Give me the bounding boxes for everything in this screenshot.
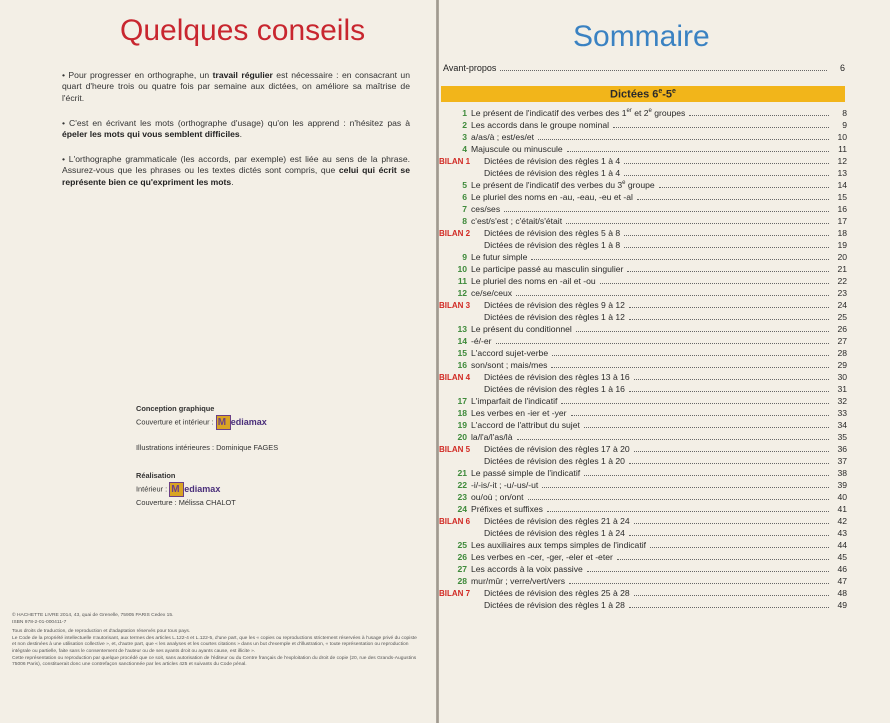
toc-rule-row[interactable]: [439, 552, 847, 564]
toc-page-number: 33: [837, 408, 847, 418]
toc-title: Dictées de révision des règles 1 à 12: [484, 312, 625, 322]
toc-rule-row[interactable]: [439, 432, 847, 444]
toc-title: Dictées de révision des règles 17 à 20: [484, 444, 630, 454]
leader-dots: [624, 247, 829, 248]
advice-text: • Pour progresser en orthographe, un: [62, 70, 213, 80]
toc-page-number: 11: [838, 144, 847, 154]
leader-dots: [629, 391, 829, 392]
toc-page-number: 44: [837, 540, 847, 550]
bilan-label: BILAN 3: [439, 301, 471, 310]
leader-dots: [659, 187, 829, 188]
design-heading: Conception graphique: [136, 404, 215, 413]
toc-page-number: 34: [837, 420, 847, 430]
advice-text: .: [239, 129, 243, 140]
leader-dots: [629, 463, 829, 464]
legal-line: ISBN 978-2-01-000411-7: [12, 619, 67, 625]
rule-number: 27: [457, 564, 467, 574]
toc-rule-row[interactable]: [439, 564, 847, 576]
toc-rule-row[interactable]: [439, 396, 847, 408]
toc-page-number: 32: [837, 396, 847, 406]
toc-page-number: 8: [842, 108, 847, 118]
advice-text: • L'orthographe grammaticale (les accords, par exemple) est liée au sens de la phrase. Assurez-vous que les phrases ou les textes dictés sont compris, que: [62, 154, 410, 176]
illustrations-line: Illustrations intérieures : Dominique FAGES: [136, 443, 279, 452]
leader-dots: [600, 283, 829, 284]
toc-title: Les accords dans le groupe nominal: [471, 120, 610, 130]
toc-rule-row[interactable]: [439, 120, 847, 132]
advice-paragraph: [62, 118, 410, 141]
toc-rule-row[interactable]: [439, 504, 847, 516]
rule-number: 21: [457, 468, 467, 478]
toc-title: ce/se/ceux: [471, 288, 513, 298]
leader-dots: [496, 343, 829, 344]
leader-dots: [634, 595, 829, 596]
bilan-label: BILAN 6: [439, 517, 471, 526]
toc-page-number: 49: [837, 600, 847, 610]
rule-number: 14: [457, 336, 467, 346]
avant-propos-page: 6: [839, 63, 845, 73]
leader-dots: [566, 223, 829, 224]
toc-bilan-row[interactable]: [439, 444, 847, 456]
left-page-title: Quelques conseils: [120, 14, 366, 47]
rule-number: 7: [462, 204, 467, 214]
logo-text-2: ediamax: [184, 484, 221, 494]
rule-number: 6: [462, 192, 467, 202]
rule-number: 3: [462, 132, 467, 142]
toc-rule-row[interactable]: [439, 180, 847, 192]
toc-page-number: 43: [837, 528, 847, 538]
toc-title: Dictées de révision des règles 21 à 24: [484, 516, 630, 526]
toc-page-number: 29: [837, 360, 847, 370]
toc-page-number: 36: [837, 444, 847, 454]
leader-dots: [500, 70, 827, 71]
bilan-label: BILAN 4: [439, 373, 471, 382]
logo-square-icon: [169, 482, 184, 497]
toc-rule-row[interactable]: [439, 264, 847, 276]
rule-number: 8: [462, 216, 467, 226]
toc-page-number: 46: [837, 564, 847, 574]
rule-number: 13: [457, 324, 467, 334]
bilan-label: BILAN 5: [439, 445, 471, 454]
toc-page-number: 31: [837, 384, 847, 394]
toc-page-number: 21: [837, 264, 847, 274]
leader-dots: [584, 475, 829, 476]
design-line: [136, 415, 267, 430]
toc-review-row[interactable]: [439, 240, 847, 252]
toc-rule-row[interactable]: [439, 132, 847, 144]
advice-emphasis: travail régulier: [212, 70, 273, 80]
leader-dots: [629, 607, 829, 608]
toc-title: Dictées de révision des règles 5 à 8: [484, 228, 621, 238]
section-band-title: Dictées 6e-5e: [610, 87, 676, 101]
leader-dots: [551, 367, 829, 368]
toc-title: Dictées de révision des règles 1 à 4: [484, 168, 621, 178]
leader-dots: [624, 235, 829, 236]
toc-rule-row[interactable]: [439, 480, 847, 492]
toc-title: Dictées de révision des règles 1 à 4: [484, 156, 621, 166]
leader-dots: [634, 451, 829, 452]
rule-number: 4: [462, 144, 467, 154]
toc-rule-row[interactable]: [439, 324, 847, 336]
rule-number: 17: [457, 396, 467, 406]
toc-bilan-row[interactable]: [439, 156, 847, 168]
toc-rule-row[interactable]: [439, 204, 847, 216]
toc-page-number: 12: [837, 156, 847, 166]
toc-title: Majuscule ou minuscule: [471, 144, 563, 154]
toc-rule-row[interactable]: [439, 468, 847, 480]
toc-rule-row[interactable]: [439, 108, 847, 120]
toc-review-row[interactable]: [439, 384, 847, 396]
leader-dots: [576, 331, 829, 332]
rule-number: 25: [457, 540, 467, 550]
section-band: [441, 86, 845, 102]
rule-number: 2: [462, 120, 467, 130]
rule-number: 9: [462, 252, 467, 262]
leader-dots: [629, 535, 829, 536]
toc-title: son/sont ; mais/mes: [471, 360, 548, 370]
toc-rule-row[interactable]: [439, 492, 847, 504]
advice-paragraph: [62, 154, 410, 188]
rule-number: 5: [462, 180, 467, 190]
bilan-label: BILAN 7: [439, 589, 471, 598]
toc-title: Les verbes en -ier et -yer: [471, 408, 567, 418]
toc-rule-row[interactable]: [439, 144, 847, 156]
advice-emphasis: épeler les mots qui vous semblent difficiles: [62, 129, 240, 140]
toc-title: mur/mûr ; verre/vert/vers: [471, 576, 566, 586]
leader-dots: [627, 271, 829, 272]
toc-rule-row[interactable]: [439, 252, 847, 264]
leader-dots: [689, 115, 829, 116]
advice-text: • C'est en écrivant les mots (orthographe d'usage) qu'on les apprend : n'hésitez pas à: [62, 118, 410, 128]
toc-review-row[interactable]: [439, 528, 847, 540]
toc-title: Le participe passé au masculin singulier: [471, 264, 624, 274]
leader-dots: [542, 487, 829, 488]
rule-number: 19: [457, 420, 467, 430]
leader-dots: [613, 127, 829, 128]
toc-review-row[interactable]: [439, 312, 847, 324]
toc-title: a/as/à ; est/es/et: [471, 132, 535, 142]
toc-page-number: 23: [837, 288, 847, 298]
leader-dots: [547, 511, 829, 512]
toc-bilan-row[interactable]: [439, 300, 847, 312]
toc-rule-row[interactable]: [439, 192, 847, 204]
toc-title: ou/où ; on/ont: [471, 492, 524, 502]
left-page: [0, 0, 436, 723]
legal-line: Tous droits de traduction, de reproduction et d'adaptation réservés pour tous pays.: [12, 629, 191, 635]
toc-title: c'est/s'est ; c'était/s'était: [471, 216, 563, 226]
mediamax-logo: [216, 415, 267, 430]
avant-propos-label: Avant-propos: [443, 63, 497, 73]
toc-rule-row[interactable]: [439, 540, 847, 552]
rule-number: 24: [457, 504, 467, 514]
right-page: [439, 0, 890, 723]
toc-title: Dictées de révision des règles 1 à 28: [484, 600, 625, 610]
legal-line: Le Code de la propriété intellectuelle n'autorisant, aux termes des articles L.122-4 et L.122-5, d'une part, que les « copies ou reproductions strictement réservées à l'usage privé du copiste et non destinées à une utilisation collective », et, d'autre part, que « les analyses et les courtes citations » dans un but d'exemple et d'illustration, « toute représentation ou reproduction intégrale ou partielle, faite sans le consentement de l'auteur ou de ses ayants droit ou ayants cause, est illicite ».: [12, 635, 417, 654]
toc-page-number: 48: [837, 588, 847, 598]
toc-title: L'accord sujet-verbe: [471, 348, 549, 358]
toc-title: Les auxiliaires aux temps simples de l'indicatif: [471, 540, 647, 550]
legal-notice: [12, 613, 422, 669]
avant-propos-row[interactable]: [443, 63, 845, 73]
rule-number: 26: [457, 552, 467, 562]
design-label: Couverture et intérieur :: [136, 417, 214, 427]
leader-dots: [584, 427, 829, 428]
table-of-contents: [439, 108, 847, 612]
toc-title: Dictées de révision des règles 1 à 8: [484, 240, 621, 250]
leader-dots: [552, 355, 829, 356]
toc-page-number: 35: [837, 432, 847, 442]
toc-page-number: 39: [837, 480, 847, 490]
toc-title: Les accords à la voix passive: [471, 564, 583, 574]
toc-title: L'accord de l'attribut du sujet: [471, 420, 580, 430]
toc-page-number: 10: [837, 132, 847, 142]
leader-dots: [517, 439, 830, 440]
advice-emphasis: celui qui écrit se représente bien ce qu'expriment les mots: [62, 165, 410, 187]
toc-page-number: 24: [837, 300, 847, 310]
rule-number: 22: [457, 480, 467, 490]
credits-illustrations: [136, 442, 278, 453]
leader-dots: [650, 547, 829, 548]
toc-review-row[interactable]: [439, 600, 847, 612]
toc-page-number: 15: [837, 192, 847, 202]
toc-title: Le présent de l'indicatif des verbes des 1er et 2e groupes: [471, 108, 686, 118]
toc-page-number: 22: [837, 276, 847, 286]
toc-page-number: 16: [837, 204, 847, 214]
toc-title: Dictées de révision des règles 1 à 20: [484, 456, 625, 466]
toc-title: Dictées de révision des règles 1 à 16: [484, 384, 625, 394]
leader-dots: [504, 211, 829, 212]
toc-title: Dictées de révision des règles 1 à 24: [484, 528, 625, 538]
toc-page-number: 27: [837, 336, 847, 346]
credits-design: [136, 403, 267, 430]
toc-rule-row[interactable]: [439, 408, 847, 420]
rule-number: 11: [457, 276, 467, 286]
leader-dots: [629, 307, 829, 308]
toc-rule-row[interactable]: [439, 276, 847, 288]
toc-title: Le présent du conditionnel: [471, 324, 572, 334]
logo-text: ediamax: [230, 417, 267, 427]
toc-page-number: 37: [837, 456, 847, 466]
toc-title: Dictées de révision des règles 9 à 12: [484, 300, 625, 310]
toc-page-number: 40: [837, 492, 847, 502]
toc-page-number: 19: [837, 240, 847, 250]
toc-title: la/l'a/l'as/là: [471, 432, 513, 442]
cover-line: Couverture : Mélissa CHALOT: [136, 498, 236, 507]
leader-dots: [624, 163, 829, 164]
toc-page-number: 26: [837, 324, 847, 334]
interior-label: Intérieur :: [136, 484, 168, 494]
toc-title: ces/ses: [471, 204, 501, 214]
leader-dots: [624, 175, 829, 176]
advice-text: .: [231, 176, 234, 187]
toc-page-number: 20: [837, 252, 847, 262]
advice-paragraph: [62, 70, 410, 104]
toc-title: Les verbes en -cer, -ger, -eler et -eter: [471, 552, 613, 562]
toc-title: Le futur simple: [471, 252, 528, 262]
legal-line: © HACHETTE LIVRE 2014, 43, quai de Grenelle, 75905 PARIS Cedex 15.: [12, 613, 174, 618]
leader-dots: [531, 259, 829, 260]
mediamax-logo-2: [169, 482, 220, 497]
rule-number: 12: [457, 288, 467, 298]
toc-bilan-row[interactable]: [439, 588, 847, 600]
rule-number: 18: [457, 408, 467, 418]
toc-page-number: 28: [837, 348, 847, 358]
toc-bilan-row[interactable]: [439, 228, 847, 240]
leader-dots: [571, 415, 829, 416]
leader-dots: [528, 499, 829, 500]
toc-title: Le pluriel des noms en -ail et -ou: [471, 276, 596, 286]
leader-dots: [567, 151, 829, 152]
toc-title: Le passé simple de l'indicatif: [471, 468, 581, 478]
advice-text: est nécessaire : en consacrant un quart d'heure trois ou quatre fois par semaine aux dictées, on améliore sa maîtrise de l'écrit.: [62, 70, 410, 103]
toc-rule-row[interactable]: [439, 576, 847, 588]
leader-dots: [634, 379, 829, 380]
right-page-title: Sommaire: [573, 20, 710, 53]
toc-page-number: 42: [837, 516, 847, 526]
realisation-heading: Réalisation: [136, 471, 176, 480]
rule-number: 23: [457, 492, 467, 502]
toc-title: Le pluriel des noms en -au, -eau, -eu et -al: [471, 192, 633, 202]
toc-rule-row[interactable]: [439, 216, 847, 228]
toc-bilan-row[interactable]: [439, 516, 847, 528]
rule-number: 10: [457, 264, 467, 274]
toc-review-row[interactable]: [439, 456, 847, 468]
toc-bilan-row[interactable]: [439, 372, 847, 384]
toc-page-number: 17: [837, 216, 847, 226]
leader-dots: [629, 319, 829, 320]
toc-review-row[interactable]: [439, 168, 847, 180]
toc-rule-row[interactable]: [439, 288, 847, 300]
leader-dots: [516, 295, 829, 296]
rule-number: 1: [462, 108, 467, 118]
rule-number: 20: [457, 432, 467, 442]
toc-title: -i/-is/-it ; -u/-us/-ut: [471, 480, 539, 490]
toc-page-number: 45: [837, 552, 847, 562]
interior-line: [136, 482, 236, 497]
logo-square-icon: [216, 415, 231, 430]
leader-dots: [561, 403, 829, 404]
leader-dots: [617, 559, 829, 560]
toc-title: Préfixes et suffixes: [471, 504, 543, 514]
leader-dots: [637, 199, 829, 200]
rule-number: 16: [457, 360, 467, 370]
toc-rule-row[interactable]: [439, 360, 847, 372]
toc-page-number: 38: [837, 468, 847, 478]
toc-page-number: 18: [837, 228, 847, 238]
rule-number: 15: [457, 348, 467, 358]
toc-title: L'imparfait de l'indicatif: [471, 396, 558, 406]
toc-title: -é/-er: [471, 336, 492, 346]
toc-page-number: 13: [837, 168, 847, 178]
bilan-label: BILAN 2: [439, 229, 471, 238]
toc-page-number: 14: [837, 180, 847, 190]
leader-dots: [569, 583, 829, 584]
toc-title: Dictées de révision des règles 13 à 16: [484, 372, 630, 382]
toc-rule-row[interactable]: [439, 336, 847, 348]
leader-dots: [587, 571, 829, 572]
toc-page-number: 25: [837, 312, 847, 322]
toc-rule-row[interactable]: [439, 348, 847, 360]
toc-title: Le présent de l'indicatif des verbes du 3e groupe: [471, 180, 655, 190]
toc-title: Dictées de révision des règles 25 à 28: [484, 588, 630, 598]
leader-dots: [538, 139, 829, 140]
toc-page-number: 9: [842, 120, 847, 130]
leader-dots: [634, 523, 829, 524]
toc-rule-row[interactable]: [439, 420, 847, 432]
toc-page-number: 41: [837, 504, 847, 514]
legal-line: Cette représentation ou reproduction par quelque procédé que ce soit, sans autorisation de l'éditeur ou du Centre français de l'exploitation du droit de copie (20, rue des Grands-Augustins 75006 Paris), constituerait donc une contrefaçon sanctionnée par les articles 425 et suivants du Code pénal.: [12, 655, 417, 668]
credits-realisation: [136, 470, 236, 508]
toc-page-number: 47: [837, 576, 847, 586]
rule-number: 28: [457, 576, 467, 586]
bilan-label: BILAN 1: [439, 157, 471, 166]
toc-page-number: 30: [837, 372, 847, 382]
